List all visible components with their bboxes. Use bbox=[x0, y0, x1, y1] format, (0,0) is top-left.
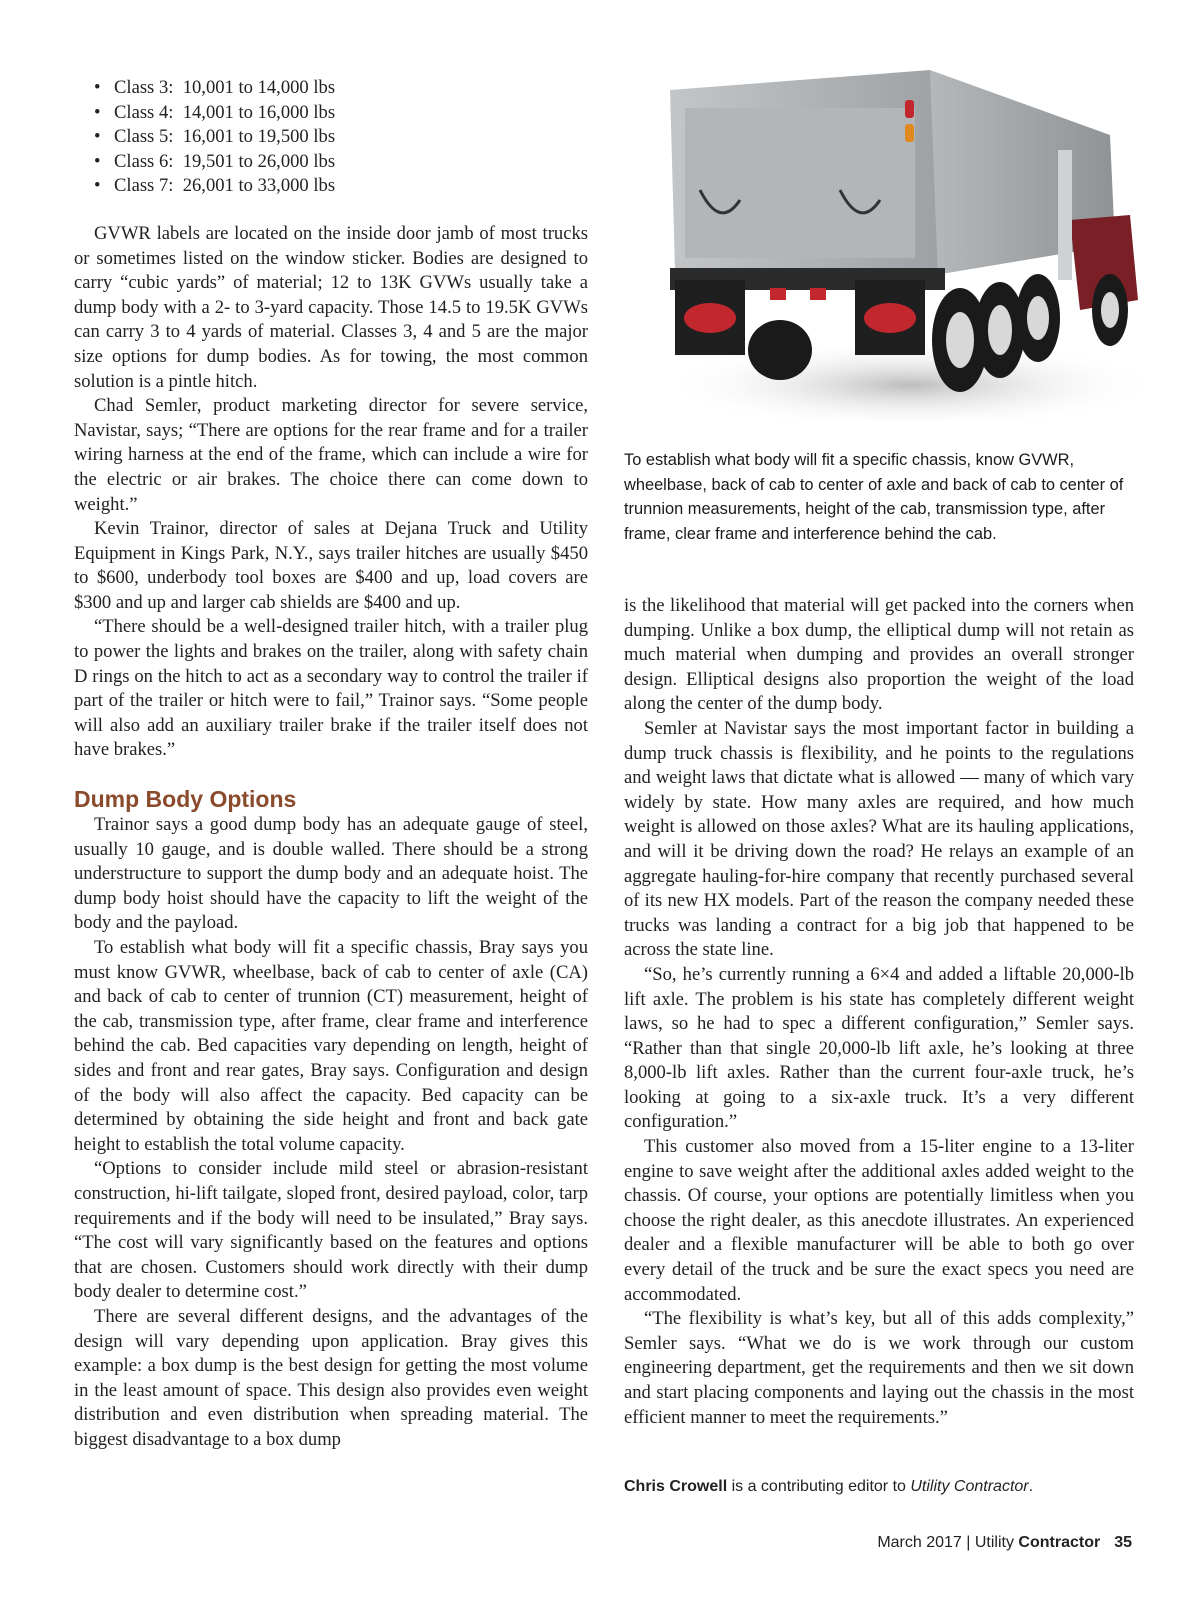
paragraph: “The flexibility is what’s key, but all of this adds complexity,” Semler says. “What we do is we work through our custom engineering department, get the requirements and then we sit down and start placing components and laying out the chassis in the most efficient manner to meet the requirements.” bbox=[624, 1308, 1134, 1428]
author-name: Chris Crowell bbox=[624, 1478, 728, 1495]
paragraph: “Options to consider include mild steel or abrasion-resistant construction, hi-lift tailgate, sloped front, desired payload, color, tarp requirements and if the body will need to be insulated,” Bray says. “The cost will vary significantly based on the features and options that are chosen. Customers should work directly with their dump body dealer to determine cost.” bbox=[74, 1158, 588, 1303]
list-item: • Class 5: 16,001 to 19,500 lbs bbox=[94, 125, 588, 150]
paragraph: is the likelihood that material will get packed into the corners when dumping. Unlike a box dump, the elliptical dump will not retain as much material when dumping and provides an overall stronger design. Elliptical designs also proportion the weight of the load along the center of the dump body. bbox=[624, 595, 1134, 715]
paragraph: There are several different designs, and the advantages of the design will vary depending upon application. Bray gives this example: a box dump is the best design for getting the most volume in the least amount of space. This design also provides even weight distribution and even distribution when spreading material. The biggest disadvantage to a box dump bbox=[74, 1305, 588, 1450]
page-footer bbox=[877, 1532, 1132, 1554]
paragraph: This customer also moved from a 15-liter engine to a 13-liter engine to save weight after the additional axles added weight to the chassis. Of course, your options are potentially limitless when you choose the right dealer, as this anecdote illustrates. An experienced dealer and a flexible manufacturer will be able to both go over every detail of the truck and be sure the exact specs you need are accommodated. bbox=[624, 1136, 1134, 1305]
gvwr-class-list bbox=[74, 76, 588, 199]
dump-truck-photo bbox=[660, 40, 1160, 420]
magazine-name-bold: Contractor bbox=[1018, 1534, 1101, 1551]
publication-name: Utility Contractor bbox=[910, 1478, 1029, 1495]
paragraph: To establish what body will fit a specific chassis, Bray says you must know GVWR, wheelbase, back of cab to center of axle (CA) and back of cab to center of trunnion (CT) measurement, height of the cab, transmission type, after frame, clear frame and interference behind the cab. Bed capacities vary depending on length, height of sides and front and rear gates, Bray says. Configuration and design of the body will also affect the capacity. Bed capacity can be determined by obtaining the side height and front and back gate height to establish the total volume capacity. bbox=[74, 937, 588, 1155]
paragraph: Semler at Navistar says the most important factor in building a dump truck chassis is flexibility, and he points to the regulations and weight laws that dictate what is allowed — many of which vary widely by state. How many axles are required, and how much weight is allowed on those axles? What are its hauling applications, and will it be driving down the road? He relays an example of an aggregate hauling-for-hire company that recently purchased several of its new HX models. Part of the reason the company needed these trucks was landing a contract for a big job that happened to be across the state line. bbox=[624, 717, 1134, 961]
list-item: • Class 7: 26,001 to 33,000 lbs bbox=[94, 174, 588, 199]
byline-end: . bbox=[1028, 1478, 1034, 1495]
footer-separator: | bbox=[961, 1534, 975, 1551]
page-number: 35 bbox=[1114, 1534, 1132, 1551]
section-subhead: Dump Body Options bbox=[74, 786, 297, 813]
photo-caption: To establish what body will fit a specific chassis, know GVWR, wheelbase, back of cab to center of axle and back of cab to center of trunnion measurements, height of the cab, transmission type, after frame, clear frame and interference behind the cab. bbox=[624, 451, 1124, 543]
paragraph: “There should be a well-designed trailer hitch, with a trailer plug to power the lights and brakes on the trailer, along with safety chain D rings on the hitch to act as a secondary way to control the trailer if part of the trailer or hitch were to fail,” Trainor says. “Some people will also add an auxiliary trailer brake if the trailer itself does not have brakes.” bbox=[74, 616, 588, 761]
paragraph: “So, he’s currently running a 6×4 and added a liftable 20,000-lb lift axle. The problem is his state has completely different weight laws, so he had to spec a different configuration,” Semler says. “Rather than that single 20,000-lb lift axle, he’s looking at three 8,000-lb lift axles. Rather than the current four-axle truck, he’s looking at going to a six-axle truck. It’s a very different configuration.” bbox=[624, 963, 1134, 1133]
paragraph: Kevin Trainor, director of sales at Dejana Truck and Utility Equipment in Kings Park, N.Y., says trailer hitches are usually $450 to $600, underbody tool boxes are $400 and up, load covers are $300 and up and larger cab shields are $400 and up. bbox=[74, 518, 588, 613]
magazine-name-part: Utility bbox=[974, 1534, 1019, 1551]
left-column bbox=[74, 76, 588, 1452]
list-item: • Class 3: 10,001 to 14,000 lbs bbox=[94, 76, 588, 101]
paragraph: Trainor says a good dump body has an adequate gauge of steel, usually 10 gauge, and is double walled. There should be a strong understructure to support the dump body and an adequate hoist. The dump body hoist should have the capacity to lift the weight of the body and the payload. bbox=[74, 814, 588, 934]
byline-text: is a contributing editor to bbox=[727, 1478, 911, 1495]
issue-date: March 2017 bbox=[877, 1534, 962, 1551]
list-item: • Class 6: 19,501 to 26,000 lbs bbox=[94, 150, 588, 175]
paragraph: Chad Semler, product marketing director for severe service, Navistar, says; “There are options for the rear frame and for a trailer wiring harness at the end of the frame, which can include a wire for the electric or air brakes. The choice there can come down to weight.” bbox=[74, 395, 588, 515]
right-column bbox=[624, 594, 1134, 1430]
author-byline bbox=[624, 1476, 1144, 1498]
paragraph: GVWR labels are located on the inside door jamb of most trucks or sometimes listed on the window sticker. Bodies are designed to carry “cubic yards” of material; 12 to 13K GVWs usually take a dump body with a 2- to 3-yard capacity. Those 14.5 to 19.5K GVWs can carry 3 to 4 yards of material. Classes 3, 4 and 5 are the major size options for dump bodies. As for towing, the most common solution is a pintle hitch. bbox=[74, 222, 588, 392]
list-item: • Class 4: 14,001 to 16,000 lbs bbox=[94, 101, 588, 126]
